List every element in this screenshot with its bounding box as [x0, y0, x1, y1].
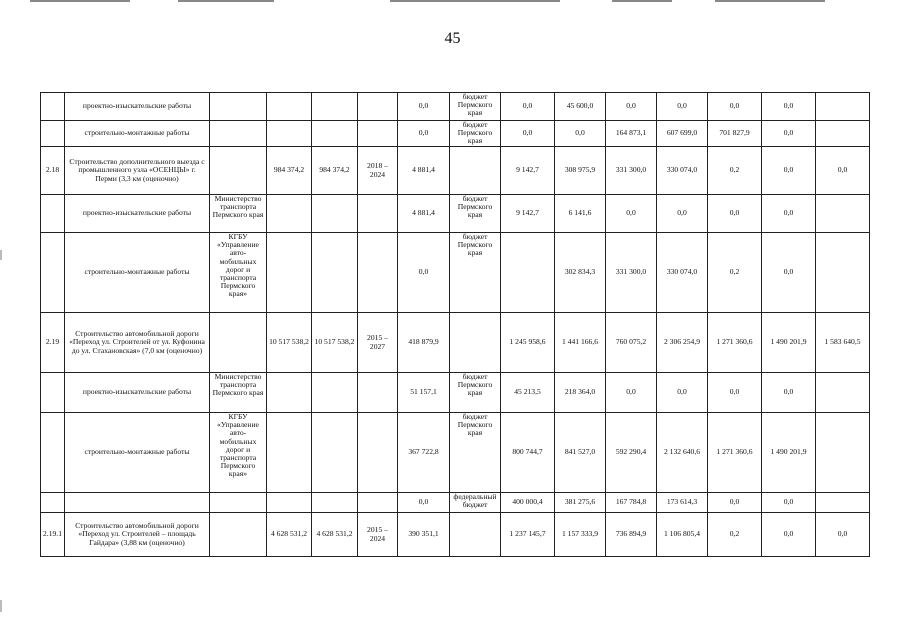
cell-v8	[816, 233, 870, 313]
cell-period: 2015 – 2024	[358, 513, 398, 557]
cell-v7: 0,0	[762, 93, 816, 121]
cell-v7: 1 490 201,9	[762, 413, 816, 493]
cell-v1: 51 157,1	[398, 373, 450, 413]
cell-executor	[210, 147, 267, 195]
cell-v2: 0,0	[501, 93, 555, 121]
cell-source: бюджет Пермского края	[450, 121, 501, 147]
cell-no	[41, 195, 65, 233]
cell-cost2	[312, 493, 358, 513]
cell-v8	[816, 413, 870, 493]
cell-executor: КГБУ «Управление авто-мобильных дорог и транспорта Пермского края»	[210, 413, 267, 493]
cell-v4: 164 873,1	[606, 121, 657, 147]
cell-name: проектно-изыскательские работы	[65, 373, 210, 413]
cell-v8: 0,0	[816, 147, 870, 195]
cell-executor: Министерство транспорта Пермского края	[210, 195, 267, 233]
cell-executor: КГБУ «Управление авто-мобильных дорог и транспорта Пермского края»	[210, 233, 267, 313]
cell-v8	[816, 93, 870, 121]
cell-v5: 173 614,3	[657, 493, 708, 513]
cell-v8	[816, 373, 870, 413]
cell-name	[65, 493, 210, 513]
cell-cost2: 10 517 538,2	[312, 313, 358, 373]
table-row	[41, 147, 870, 195]
cell-v1: 418 879,9	[398, 313, 450, 373]
cell-name: Строительство автомобильной дороги «Переход ул. Строителей от ул. Куфонина до ул. Стахановская» (7,0 км (оценочно)	[65, 313, 210, 373]
cell-name: Строительство автомобильной дороги «Переход ул. Строителей – площадь Гайдара» (3,88 км (оценочно)	[65, 513, 210, 557]
cell-source	[450, 147, 501, 195]
cell-v5: 0,0	[657, 93, 708, 121]
cell-source	[450, 313, 501, 373]
cell-v2: 9 142,7	[501, 147, 555, 195]
cell-v2: 9 142,7	[501, 195, 555, 233]
cell-cost2: 984 374,2	[312, 147, 358, 195]
cell-v7: 0,0	[762, 373, 816, 413]
cell-cost1	[267, 233, 312, 313]
cell-executor	[210, 513, 267, 557]
cell-v8	[816, 195, 870, 233]
table-row	[41, 121, 870, 147]
cell-cost2	[312, 93, 358, 121]
cell-period	[358, 93, 398, 121]
cell-name: проектно-изыскательские работы	[65, 195, 210, 233]
cell-cost2	[312, 121, 358, 147]
cell-v5: 330 074,0	[657, 233, 708, 313]
cell-no	[41, 121, 65, 147]
cell-no	[41, 93, 65, 121]
table-row	[41, 195, 870, 233]
table-row	[41, 313, 870, 373]
cell-v6: 0,0	[708, 93, 762, 121]
cell-cost1	[267, 373, 312, 413]
cell-no	[41, 493, 65, 513]
cell-executor	[210, 121, 267, 147]
cell-cost2	[312, 413, 358, 493]
budget-table	[40, 92, 870, 557]
cell-period	[358, 195, 398, 233]
cell-cost1: 984 374,2	[267, 147, 312, 195]
cell-period: 2015 – 2027	[358, 313, 398, 373]
cell-v2: 1 237 145,7	[501, 513, 555, 557]
cell-no: 2.18	[41, 147, 65, 195]
cell-executor: Министерство транспорта Пермского края	[210, 373, 267, 413]
cell-v1: 0,0	[398, 93, 450, 121]
cell-v4: 167 784,8	[606, 493, 657, 513]
cell-no	[41, 413, 65, 493]
cell-source: федеральный бюджет	[450, 493, 501, 513]
cell-v4: 0,0	[606, 195, 657, 233]
cell-v6: 0,2	[708, 233, 762, 313]
cell-cost1	[267, 195, 312, 233]
cell-v7: 0,0	[762, 147, 816, 195]
cell-executor	[210, 313, 267, 373]
table-row	[41, 513, 870, 557]
cell-period	[358, 233, 398, 313]
top-edge-line	[390, 0, 560, 2]
cell-v6: 0,2	[708, 147, 762, 195]
cell-name: строительно-монтажные работы	[65, 413, 210, 493]
cell-source: бюджет Пермского края	[450, 233, 501, 313]
cell-name: Строительство дополнительного выезда с промышленного узла «ОСЕНЦЫ» г. Перми (3,3 км (оценочно)	[65, 147, 210, 195]
cell-no: 2.19	[41, 313, 65, 373]
cell-v4: 592 290,4	[606, 413, 657, 493]
cell-cost1	[267, 493, 312, 513]
cell-v3: 381 275,6	[555, 493, 606, 513]
cell-v6: 701 827,9	[708, 121, 762, 147]
cell-cost2	[312, 233, 358, 313]
cell-v4: 331 300,0	[606, 233, 657, 313]
cell-no	[41, 233, 65, 313]
table-row	[41, 413, 870, 493]
cell-period	[358, 121, 398, 147]
table-row	[41, 233, 870, 313]
cell-v1: 390 351,1	[398, 513, 450, 557]
page-edge-mark	[0, 600, 2, 612]
cell-period	[358, 373, 398, 413]
page-edge-mark	[0, 250, 2, 260]
cell-v6: 1 271 360,6	[708, 413, 762, 493]
cell-v6: 0,0	[708, 373, 762, 413]
cell-executor	[210, 93, 267, 121]
cell-v5: 330 074,0	[657, 147, 708, 195]
cell-v8: 1 583 640,5	[816, 313, 870, 373]
cell-v8: 0,0	[816, 513, 870, 557]
cell-v4: 331 300,0	[606, 147, 657, 195]
top-edge-line	[715, 0, 825, 2]
table-row	[41, 493, 870, 513]
cell-source: бюджет Пермского края	[450, 195, 501, 233]
cell-source: бюджет Пермского края	[450, 373, 501, 413]
cell-v7: 0,0	[762, 233, 816, 313]
top-edge-line	[612, 0, 672, 2]
cell-cost2: 4 628 531,2	[312, 513, 358, 557]
cell-v4: 0,0	[606, 373, 657, 413]
cell-name: строительно-монтажные работы	[65, 233, 210, 313]
cell-v7: 1 490 201,9	[762, 313, 816, 373]
cell-v7: 0,0	[762, 121, 816, 147]
cell-source: бюджет Пермского края	[450, 93, 501, 121]
top-edge-line	[30, 0, 130, 2]
cell-v5: 0,0	[657, 373, 708, 413]
cell-v2: 1 245 958,6	[501, 313, 555, 373]
cell-cost1	[267, 121, 312, 147]
cell-cost2	[312, 373, 358, 413]
cell-v5: 1 106 805,4	[657, 513, 708, 557]
cell-v2: 0,0	[501, 121, 555, 147]
cell-v4: 0,0	[606, 93, 657, 121]
cell-cost1	[267, 93, 312, 121]
cell-v3: 302 834,3	[555, 233, 606, 313]
page-number: 45	[444, 30, 461, 47]
cell-no: 2.19.1	[41, 513, 65, 557]
cell-v2	[501, 233, 555, 313]
cell-v7: 0,0	[762, 195, 816, 233]
cell-v6: 0,2	[708, 513, 762, 557]
cell-v6: 0,0	[708, 195, 762, 233]
cell-name: строительно-монтажные работы	[65, 121, 210, 147]
cell-v3: 0,0	[555, 121, 606, 147]
cell-v6: 0,0	[708, 493, 762, 513]
top-edge-line	[178, 0, 274, 2]
cell-v4: 760 075,2	[606, 313, 657, 373]
cell-v3: 841 527,0	[555, 413, 606, 493]
cell-v8	[816, 493, 870, 513]
cell-period	[358, 413, 398, 493]
table-row	[41, 93, 870, 121]
cell-v1: 4 881,4	[398, 147, 450, 195]
cell-v3: 1 157 333,9	[555, 513, 606, 557]
cell-v5: 2 132 640,6	[657, 413, 708, 493]
cell-v3: 1 441 166,6	[555, 313, 606, 373]
cell-name: проектно-изыскательские работы	[65, 93, 210, 121]
cell-cost2	[312, 195, 358, 233]
cell-v6: 1 271 360,6	[708, 313, 762, 373]
table-row	[41, 373, 870, 413]
cell-period	[358, 493, 398, 513]
cell-v5: 0,0	[657, 195, 708, 233]
cell-v5: 607 699,0	[657, 121, 708, 147]
cell-no	[41, 373, 65, 413]
cell-v1: 4 881,4	[398, 195, 450, 233]
cell-cost1	[267, 413, 312, 493]
cell-v7: 0,0	[762, 493, 816, 513]
cell-v3: 218 364,0	[555, 373, 606, 413]
cell-period: 2018 – 2024	[358, 147, 398, 195]
cell-v3: 308 975,9	[555, 147, 606, 195]
cell-v7: 0,0	[762, 513, 816, 557]
cell-v1: 0,0	[398, 493, 450, 513]
cell-v4: 736 894,9	[606, 513, 657, 557]
cell-source: бюджет Пермского края	[450, 413, 501, 493]
cell-v1: 0,0	[398, 233, 450, 313]
table-body	[41, 93, 870, 557]
cell-cost1: 4 628 531,2	[267, 513, 312, 557]
cell-v1: 0,0	[398, 121, 450, 147]
cell-v2: 45 213,5	[501, 373, 555, 413]
cell-v8	[816, 121, 870, 147]
cell-v3: 6 141,6	[555, 195, 606, 233]
cell-v2: 400 000,4	[501, 493, 555, 513]
cell-source	[450, 513, 501, 557]
cell-v1: 367 722,8	[398, 413, 450, 493]
cell-v5: 2 306 254,9	[657, 313, 708, 373]
cell-v3: 45 600,0	[555, 93, 606, 121]
cell-cost1: 10 517 538,2	[267, 313, 312, 373]
cell-v2: 800 744,7	[501, 413, 555, 493]
cell-executor	[210, 493, 267, 513]
